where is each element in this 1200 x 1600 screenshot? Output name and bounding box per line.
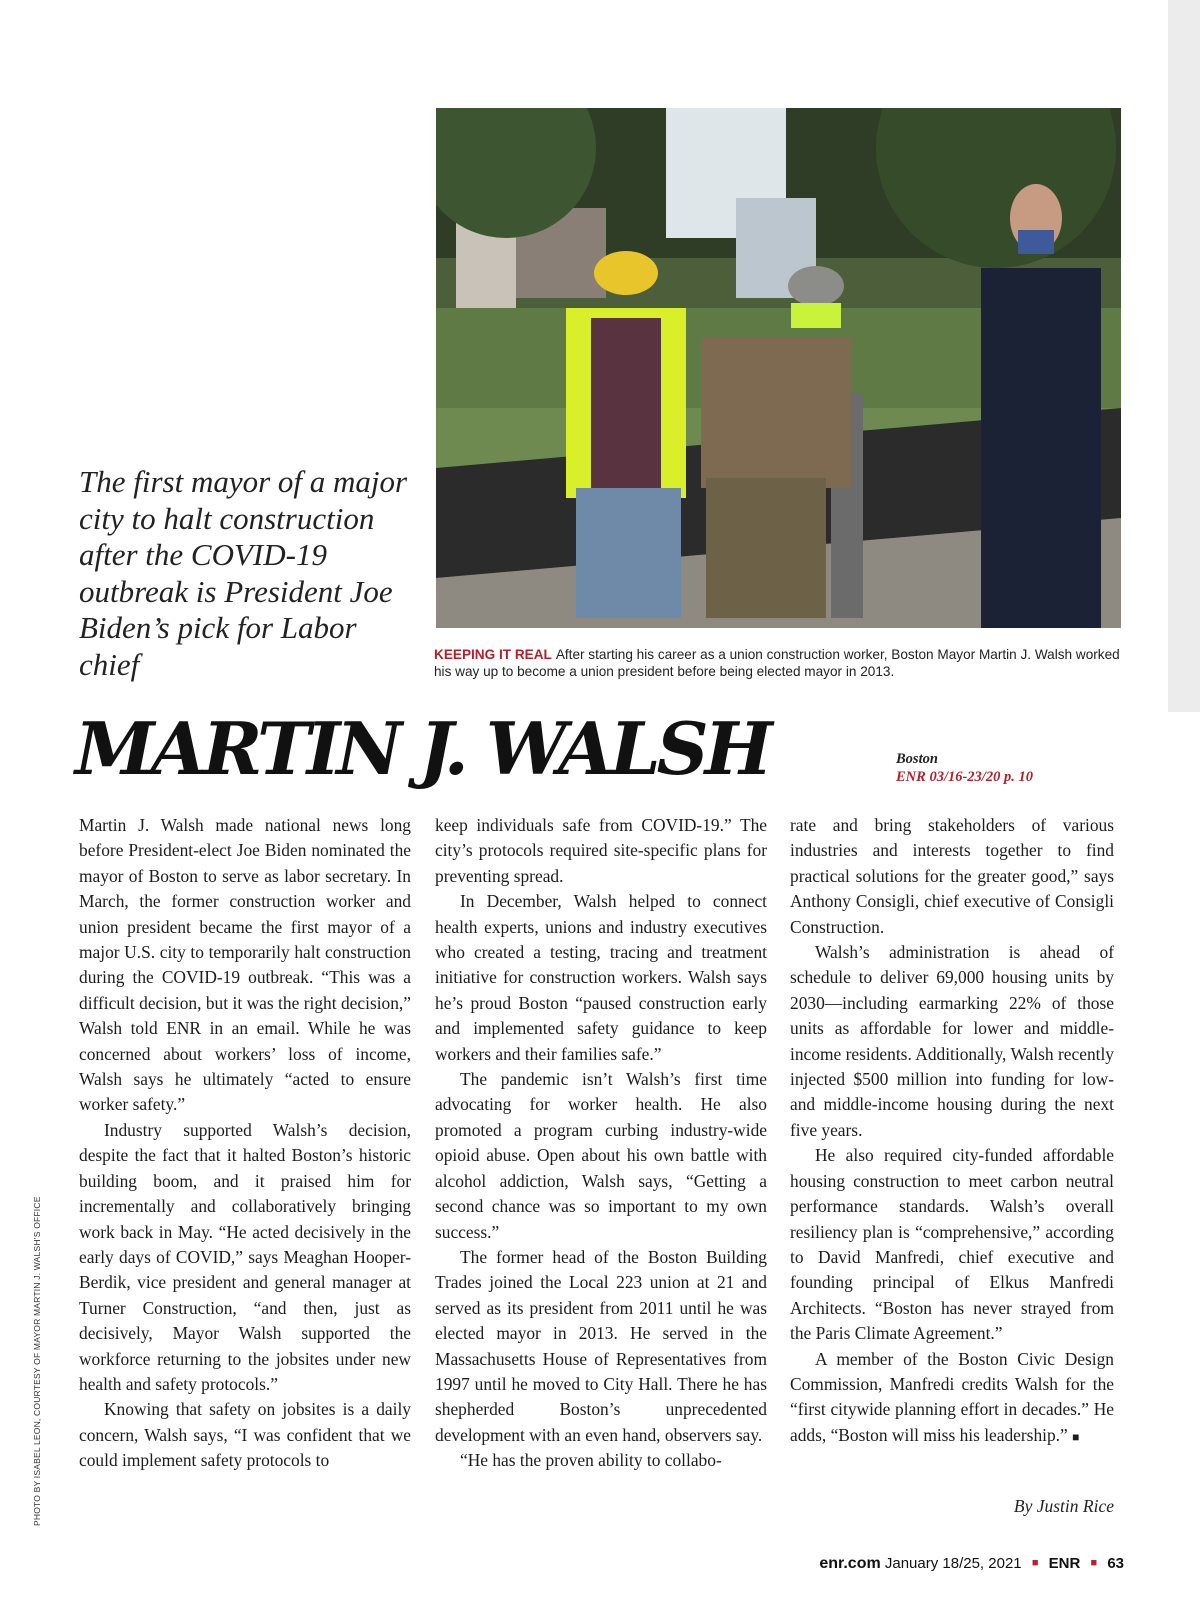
caption-kicker: KEEPING IT REAL — [434, 647, 552, 662]
paragraph-text: A member of the Boston Civic Design Commission, Manfredi credits Walsh for the “first citywide planning effort in decades.” He adds, “Boston will miss his leadership.” — [790, 1348, 1114, 1445]
paragraph: The former head of the Boston Building Trades joined the Local 223 union at 21 and served as its president from 2011 until he was elected mayor in 2013. He served in the Massachusetts House of Representatives from 1997 until he moved to City Hall. There he has shepherded Boston’s unprecedented development with an even hand, observers say. — [435, 1246, 767, 1445]
article-column-1 — [79, 813, 411, 1474]
photo-caption — [434, 646, 1124, 680]
paragraph: Martin J. Walsh made national news long before President-elect Joe Biden nominated the mayor of Boston to serve as labor secretary. In March, the former construction worker and union president became the first mayor of a major U.S. city to temporarily halt construction during the COVID-19 outbreak. “This was a difficult decision, but it was the right decision,” Walsh told ENR in an email. While he was concerned about workers’ loss of income, Walsh says he ultimately “acted to ensure worker safety.” — [79, 815, 411, 1115]
photo-credit: PHOTO BY ISABEL LEON, COURTESY OF MAYOR MARTIN J. WALSH’S OFFICE — [32, 1196, 42, 1526]
page-edge-tab — [1168, 0, 1200, 712]
paragraph: Industry supported Walsh’s decision, despite the fact that it halted Boston’s historic building boom, and it praised him for incrementally and collaboratively bringing work back in May. “He acted decisively in the early days of COVID,” says Meaghan Hooper-Berdik, vice president and general manager at Turner Construction, “and then, just as decisively, Mayor Walsh supported the workforce returning to the jobsites under new health and safety protocols.” — [79, 1119, 411, 1394]
caption-text: After starting his career as a union construction worker, Boston Mayor Martin J. Walsh worked his way up to become a union president before being elected mayor in 2013. — [434, 647, 1120, 679]
feature-photo — [436, 108, 1121, 628]
paragraph: Knowing that safety on jobsites is a daily concern, Walsh says, “I was confident that we could implement safety protocols to — [79, 1399, 411, 1471]
byline: By Justin Rice — [1013, 1496, 1114, 1516]
headline: MARTIN J. WALSH — [75, 706, 769, 791]
page-number: 63 — [1107, 1555, 1124, 1572]
paragraph: He also required city-funded affordable housing construction to meet carbon neutral performance standards. Walsh’s overall resiliency plan is “comprehensive,” according to David Manfredi, chief executive and founding principal of Elkus Manfredi Architects. “Boston has never strayed from the Paris Climate Agreement.” — [790, 1145, 1114, 1344]
paragraph-final — [790, 1347, 1114, 1451]
footer-separator-icon: ■ — [1090, 1557, 1098, 1569]
footer-date: January 18/25, 2021 — [884, 1555, 1022, 1572]
paragraph: Walsh’s administration is ahead of schedule to deliver 69,000 housing units by 2030—including earmarking 22% of those units as affordable for lower and middle-income residents. Additionally, Walsh recently injected $500 million into funding for low- and middle-income housing during the next five years. — [790, 942, 1114, 1140]
dateline-city: Boston — [896, 751, 938, 767]
paragraph: The pandemic isn’t Walsh’s first time advocating for worker health. He also promoted a program curbing industry-wide opioid abuse. Open about his own battle with alcohol addiction, Walsh says, “Getting a second chance was so important to my own success.” — [435, 1069, 767, 1242]
paragraph: “He has the proven ability to collabo- — [460, 1450, 722, 1471]
end-mark-icon: ■ — [1072, 1429, 1080, 1444]
page-footer — [819, 1555, 1124, 1573]
dateline-reference: ENR 03/16-23/20 p. 10 — [896, 769, 1033, 785]
deck-subheadline: The first mayor of a major city to halt construction after the COVID-19 outbreak is President Joe Biden’s pick for Labor chief — [79, 464, 408, 682]
paragraph: keep individuals safe from COVID-19.” The city’s protocols required site-specific plans for preventing spread. — [435, 815, 767, 886]
dateline — [896, 750, 1033, 786]
article-column-3 — [790, 813, 1114, 1450]
paragraph: rate and bring stakeholders of various industries and interests together to find practical solutions for the greater good,” says Anthony Consigli, chief executive of Consigli Construction. — [790, 815, 1114, 937]
paragraph: In December, Walsh helped to connect health experts, unions and industry executives who created a testing, tracing and treatment initiative for construction workers. Walsh says he’s proud Boston “paused construction early and implemented safety guidance to keep workers and their families safe.” — [435, 891, 767, 1064]
photo-illustration — [436, 108, 1121, 628]
article-column-2 — [435, 813, 767, 1474]
footer-site: enr.com — [819, 1555, 881, 1572]
footer-separator-icon: ■ — [1031, 1557, 1039, 1569]
footer-magazine: ENR — [1048, 1555, 1081, 1572]
